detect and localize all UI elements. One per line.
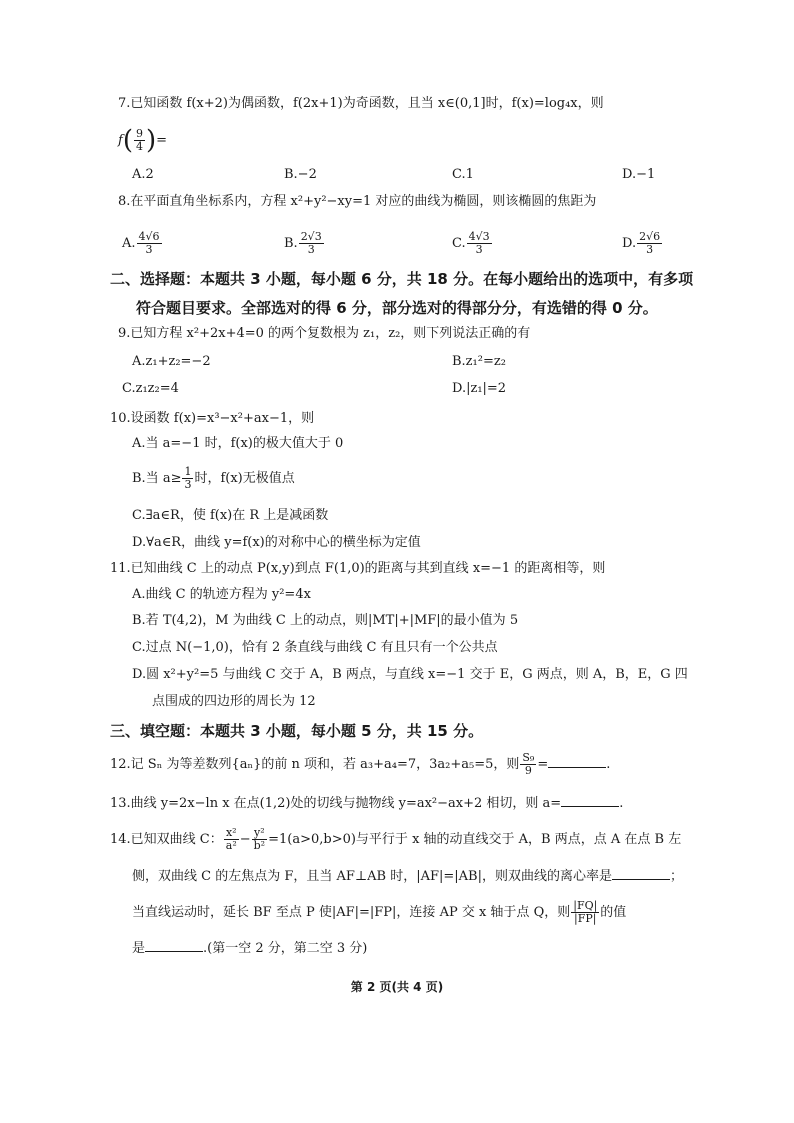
section3-heading: 三、填空题：本题共 3 小题，每小题 5 分，共 15 分。 <box>110 722 484 740</box>
q8-option-c-num: 4√3 <box>468 230 490 243</box>
q11-option-d-line1: D.圆 x²+y²=5 与曲线 C 交于 A，B 两点，与直线 x=−1 交于 E，G 两点，则 A，B，E，G 四 <box>132 667 688 682</box>
q9-option-d: D.|z₁|=2 <box>452 381 507 396</box>
q13-text: 13.曲线 y=2x−ln x 在点(1,2)处的切线与抛物线 y=ax²−ax+2 相切，则 a= <box>110 796 562 811</box>
q7-right-paren: ) <box>145 125 157 156</box>
q14-rest1: =1(a>0,b>0)与平行于 x 轴的动直线交于 A，B 两点，点 A 在点 B 左 <box>268 832 682 847</box>
q14-f1-num: x² <box>224 827 239 840</box>
q14-line4 <box>132 940 367 958</box>
q9-option-c: C.z₁z₂=4 <box>122 381 179 396</box>
q7-stem: 7.已知函数 f(x+2)为偶函数，f(2x+1)为奇函数，且当 x∈(0,1]时，f(x)=log₄x，则 <box>118 96 604 111</box>
q7-option-d: D.−1 <box>622 167 656 182</box>
q11-stem: 11.已知曲线 C 上的动点 P(x,y)到点 F(1,0)的距离与其到直线 x=−1 的距离相等，则 <box>110 561 606 576</box>
q10-option-a: A.当 a=−1 时，f(x)的极大值大于 0 <box>132 436 344 451</box>
q7-left-paren: ( <box>122 125 133 156</box>
q14-line4-suffix: .(第一空 2 分，第二空 3 分) <box>203 941 368 956</box>
q8-option-a-num: 4√6 <box>138 230 160 243</box>
q8-option-a <box>122 228 163 260</box>
q10-option-d: D.∀a∈R，曲线 y=f(x)的对称中心的横坐标为定值 <box>132 535 421 550</box>
q14-minus: − <box>239 832 251 847</box>
q8-option-b-num: 2√3 <box>300 230 322 243</box>
q14-ratio-den: |FP| <box>574 912 597 925</box>
q10-option-b-suffix: 时，f(x)无极值点 <box>194 471 295 486</box>
q8-option-d <box>622 228 663 260</box>
q7-ask-den: 4 <box>135 140 143 153</box>
q8-option-b <box>284 228 325 260</box>
q8-option-a-label: A. <box>122 236 136 251</box>
q14-line2 <box>132 868 683 886</box>
q10-option-c: C.∃a∈R，使 f(x)在 R 上是减函数 <box>132 508 329 523</box>
q13-end: . <box>619 796 624 811</box>
q9-stem: 9.已知方程 x²+2x+4=0 的两个复数根为 z₁，z₂，则下列说法正确的有 <box>118 326 531 341</box>
q10-option-b-num: 1 <box>184 465 192 478</box>
q14-line3-suffix: 的值 <box>600 905 627 920</box>
q10-option-b-den: 3 <box>184 478 192 491</box>
q14-line4-prefix: 是 <box>132 941 146 956</box>
q7-ask <box>118 126 167 156</box>
q14-prefix: 14.已知双曲线 C： <box>110 832 223 847</box>
q12-answer-blank[interactable] <box>548 756 606 768</box>
q8-options <box>0 228 794 260</box>
q8-option-d-den: 3 <box>646 243 654 256</box>
q9-option-b: B.z₁²=z₂ <box>452 354 506 369</box>
q11-option-a: A.曲线 C 的轨迹方程为 y²=4x <box>132 587 311 602</box>
q7-options <box>0 164 794 186</box>
q14-answer-blank-2[interactable] <box>145 940 203 952</box>
q13-answer-blank[interactable] <box>561 795 619 807</box>
q10-option-b-prefix: B.当 a≥ <box>132 471 182 486</box>
q14-line2-text: 侧，双曲线 C 的左焦点为 F，且当 AF⊥AB 时，|AF|=|AB|，则双曲线的离心率是 <box>132 869 612 884</box>
q14-ratio-num: |FQ| <box>573 899 598 912</box>
q8-option-d-num: 2√6 <box>639 230 661 243</box>
q14-line1 <box>110 822 681 858</box>
q12-frac-num: S₉ <box>522 751 535 764</box>
q14-f1-den: a² <box>225 839 237 852</box>
q12-suffix: = <box>537 757 549 772</box>
q7-ask-prefix: f <box>118 133 123 148</box>
q8-option-c-den: 3 <box>475 243 483 256</box>
q9-option-a: A.z₁+z₂=−2 <box>132 354 211 369</box>
q12-prefix: 12.记 Sₙ 为等差数列{aₙ}的前 n 项和，若 a₃+a₄=7，3a₂+a₅=5，则 <box>110 757 520 772</box>
q14-line3 <box>132 896 626 930</box>
q7-ask-fraction <box>134 128 145 153</box>
q11-option-d-line2: 点围成的四边形的周长为 12 <box>152 694 316 709</box>
q7-ask-num: 9 <box>135 127 143 140</box>
q8-option-a-den: 3 <box>145 243 153 256</box>
q13 <box>110 795 623 813</box>
q8-stem: 8.在平面直角坐标系内，方程 x²+y²−xy=1 对应的曲线为椭圆，则该椭圆的焦距为 <box>118 194 597 209</box>
q10-stem: 10.设函数 f(x)=x³−x²+ax−1，则 <box>110 411 315 426</box>
section2-heading-line1: 二、选择题：本题共 3 小题，每小题 6 分，共 18 分。在每小题给出的选项中，有多项 <box>110 270 694 288</box>
q9-options-row1 <box>0 351 794 373</box>
q14-f2-den: b² <box>253 839 266 852</box>
q12 <box>110 750 610 780</box>
q7-option-b: B.−2 <box>284 167 317 182</box>
q12-frac-den: 9 <box>524 764 532 777</box>
q9-options-row2 <box>0 378 794 400</box>
q14-f2-num: y² <box>252 827 267 840</box>
q8-option-d-label: D. <box>622 236 637 251</box>
q12-end: . <box>606 757 611 772</box>
q14-line3-prefix: 当直线运动时，延长 BF 至点 P 使|AF|=|FP|，连接 AP 交 x 轴于点 Q，则 <box>132 905 571 920</box>
section2-heading-line2: 符合题目要求。全部选对的得 6 分，部分选对的得部分分，有选错的得 0 分。 <box>136 299 658 317</box>
q7-ask-suffix: = <box>156 133 168 148</box>
q7-option-c: C.1 <box>452 167 474 182</box>
q14-line2-end: ； <box>669 869 683 884</box>
q8-option-c <box>452 228 493 260</box>
q10-option-b <box>132 464 295 494</box>
q8-option-b-label: B. <box>284 236 298 251</box>
q11-option-c: C.过点 N(−1,0)，恰有 2 条直线与曲线 C 有且只有一个公共点 <box>132 640 498 655</box>
q7-option-a: A.2 <box>132 167 154 182</box>
page-footer: 第 2 页(共 4 页) <box>350 980 444 994</box>
q14-answer-blank-1[interactable] <box>612 868 670 880</box>
q8-option-c-label: C. <box>452 236 466 251</box>
q8-option-b-den: 3 <box>307 243 315 256</box>
q11-option-b: B.若 T(4,2)，M 为曲线 C 上的动点，则|MT|+|MF|的最小值为 5 <box>132 613 519 628</box>
